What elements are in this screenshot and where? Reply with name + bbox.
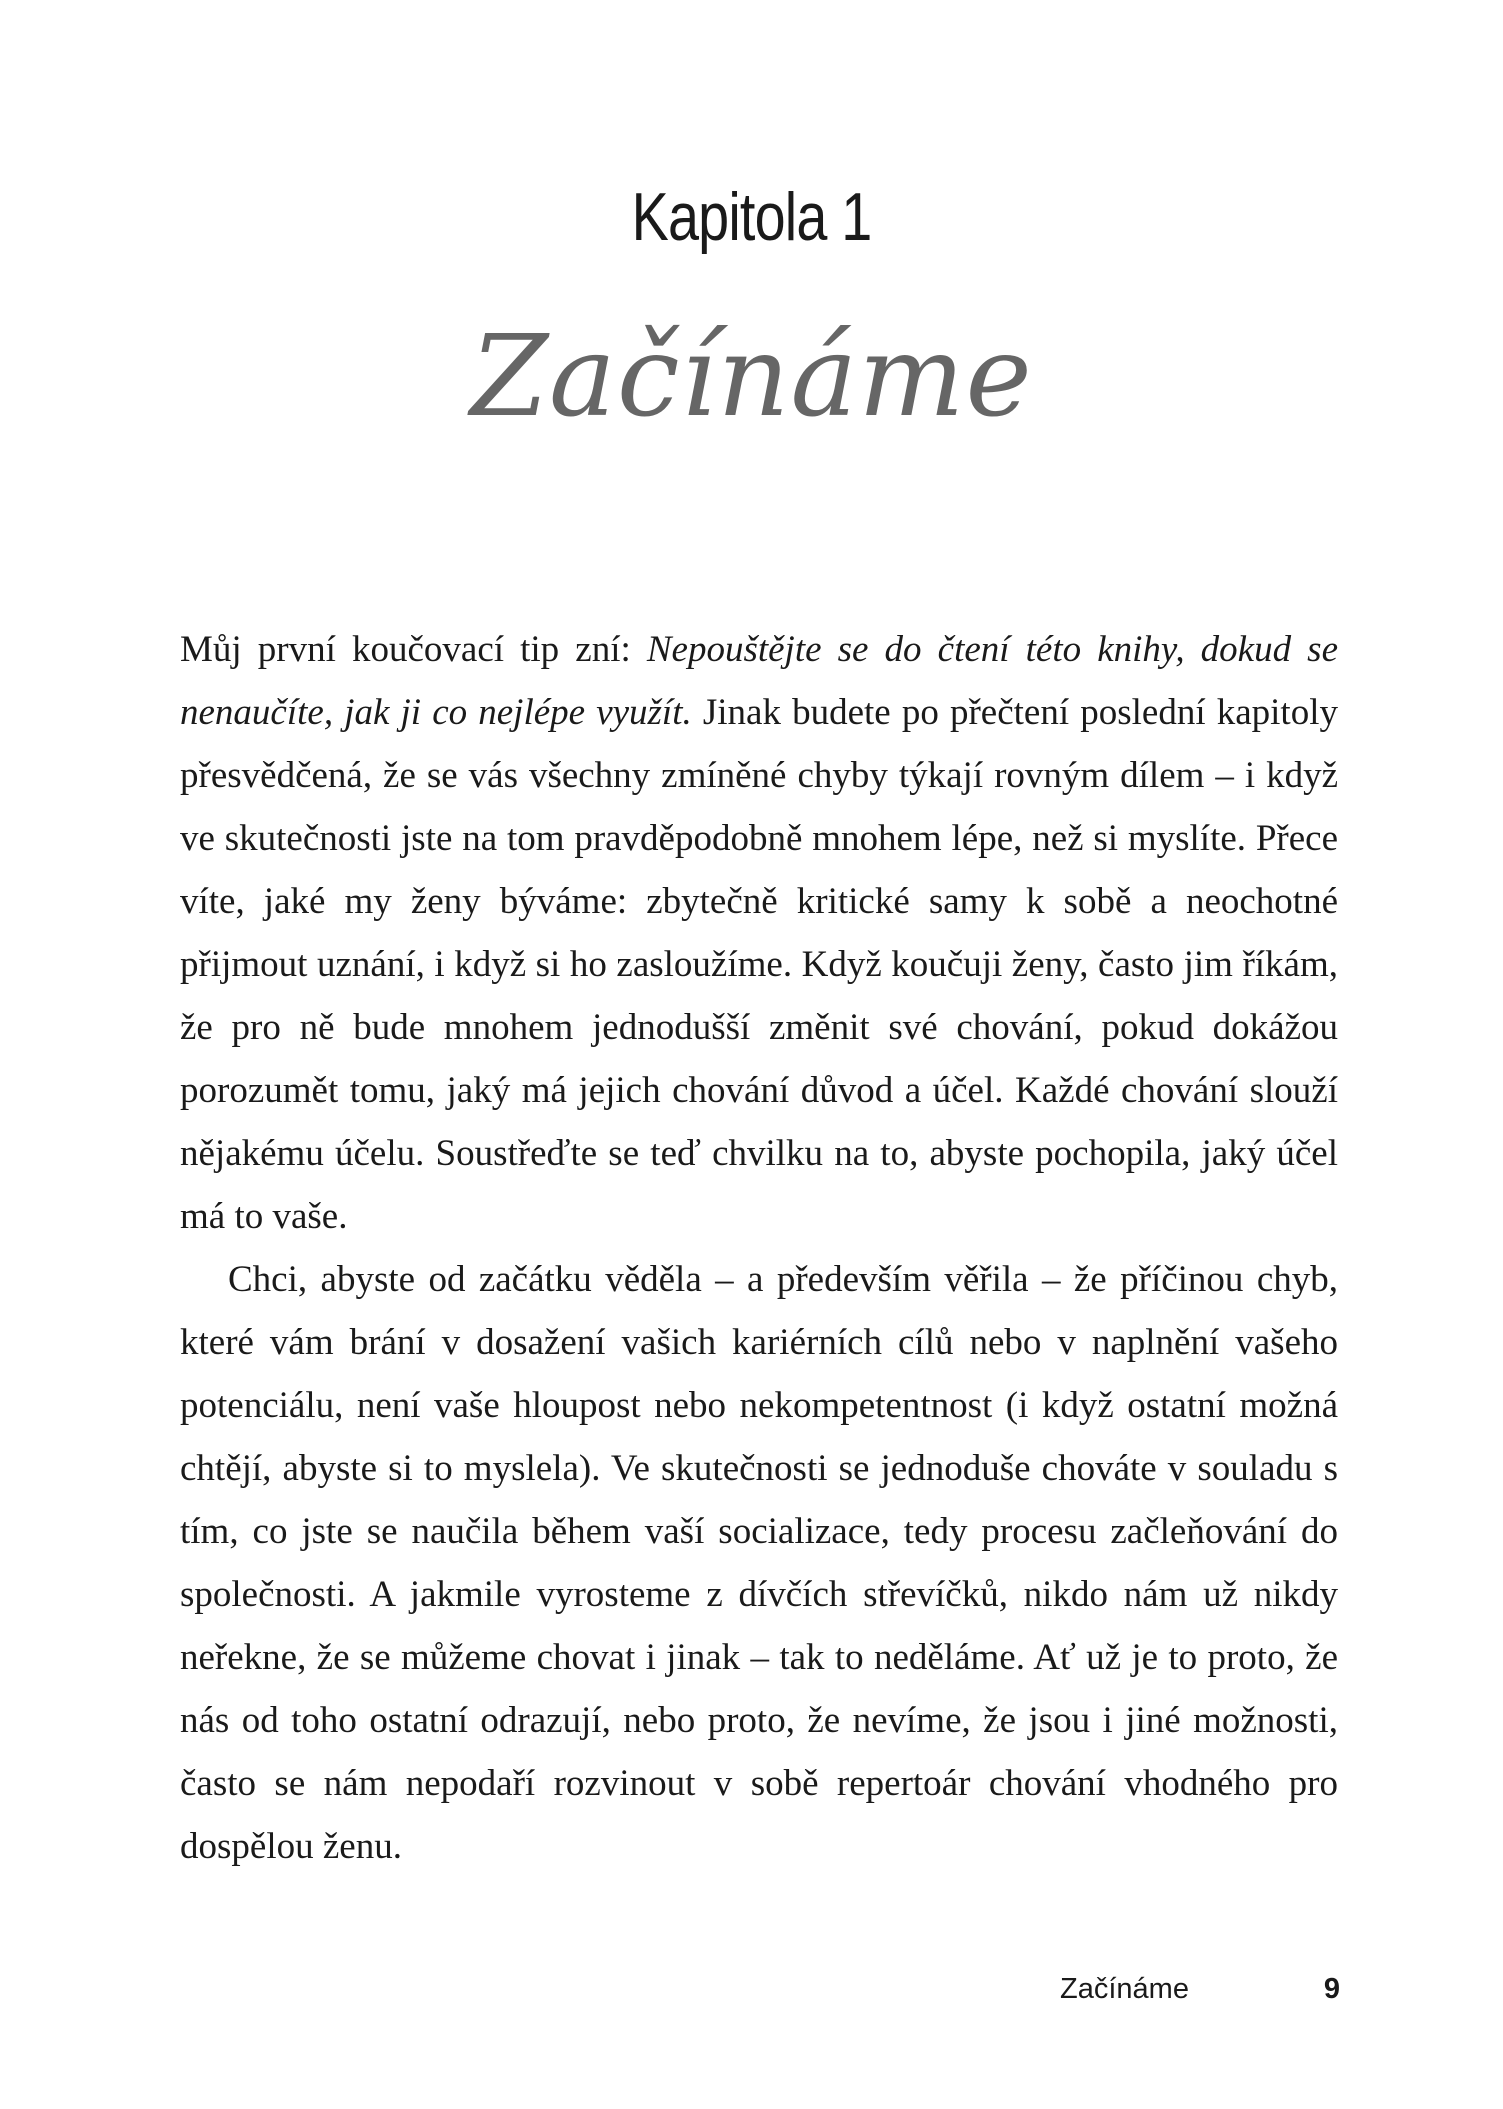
chapter-body [180, 618, 1338, 1878]
paragraph-1-lead: Můj první koučovací tip zní: [180, 629, 647, 670]
paragraph-1-emphasis: Nepouštějte se do čtení této knihy, dokud se nenaučíte, jak ji co nejlépe využít. [180, 629, 1339, 733]
paragraph-1-rest: Jinak budete po přečtení poslední kapitoly přesvědčená, že se vás všechny zmíněné chyby týkají rovným dílem – i když ve skutečnosti jste na tom pravděpodobně mnohem lépe, než si myslíte. Přece víte, jaké my ženy býváme: zbytečně kritické samy k sobě a neochotné přijmout uznání, i když si ho zasloužíme. Když koučuji ženy, často jim říkám, že pro ně bude mnohem jednodušší změnit své chování, pokud dokážou porozumět tomu, jaký má jejich chování důvod a účel. Každé chování slouží nějakému účelu. Soustřeďte se teď chvilku na to, abyste pochopila, jaký účel má to vaše. [180, 692, 1338, 1237]
running-footer-title: Začínáme [1060, 1973, 1189, 2005]
paragraph-2: Chci, abyste od začátku věděla – a především věřila – že příčinou chyb, které vám brání v dosažení vašich kariérních cílů nebo v naplnění vašeho potenciálu, není vaše hloupost nebo nekompetentnost (i když ostatní možná chtějí, abyste si to myslela). Ve skutečnosti se jednoduše chováte v souladu s tím, co jste se naučila během vaší socializace, tedy procesu začleňování do společnosti. A jakmile vyrosteme z dívčích střevíčků, nikdo nám už nikdy neřekne, že se můžeme chovat i jinak – tak to neděláme. Ať už je to proto, že nás od toho ostatní odrazují, nebo proto, že nevíme, že jsou i jiné možnosti, často se nám nepodaří rozvinout v sobě repertoár chování vhodného pro dospělou ženu. [180, 1259, 1338, 1867]
paragraph-1 [180, 618, 1338, 1248]
chapter-label: Kapitola 1 [631, 179, 872, 255]
chapter-title: Začínáme [470, 312, 1033, 442]
page-number: 9 [1323, 1973, 1340, 2005]
